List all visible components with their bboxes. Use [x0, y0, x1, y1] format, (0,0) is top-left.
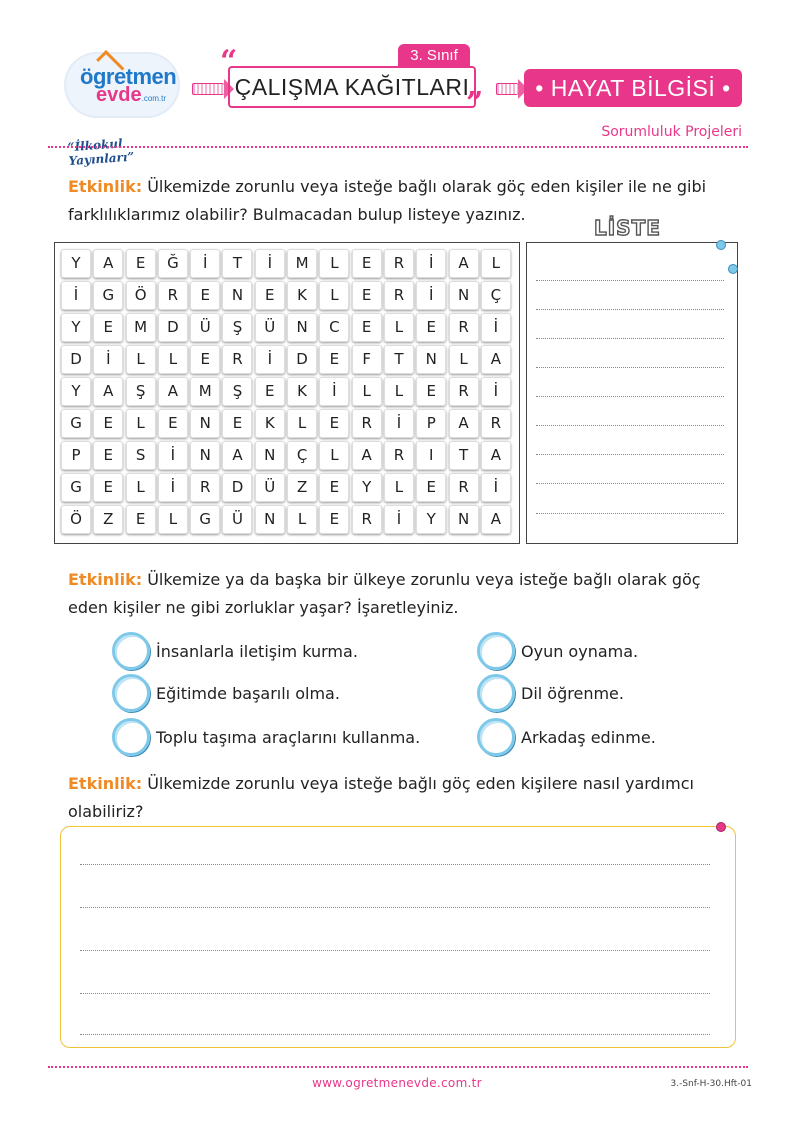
logo-text-primary: ögretmen — [80, 64, 177, 89]
letter-cell[interactable]: E — [352, 249, 382, 278]
checkbox-bubble[interactable] — [112, 674, 150, 712]
letter-cell[interactable]: G — [61, 409, 91, 438]
letter-cell[interactable]: R — [384, 441, 414, 470]
letter-cell[interactable]: D — [222, 473, 252, 502]
logo-tagline: “İlkokul Yayınları” — [67, 136, 135, 169]
publisher-logo — [58, 40, 188, 169]
letter-cell[interactable]: İ — [319, 377, 349, 406]
right-arrow-icon — [192, 83, 224, 95]
letter-cell[interactable]: R — [222, 345, 252, 374]
letter-cell[interactable]: E — [190, 345, 220, 374]
letter-cell[interactable]: G — [93, 281, 123, 310]
letter-cell[interactable]: L — [384, 473, 414, 502]
option-language[interactable] — [477, 674, 624, 712]
letter-cell[interactable]: L — [287, 409, 317, 438]
letter-cell[interactable]: P — [61, 441, 91, 470]
activity3-label: Etkinlik: — [68, 774, 143, 793]
letter-cell[interactable]: E — [416, 473, 446, 502]
letter-cell[interactable]: S — [126, 441, 156, 470]
letter-cell[interactable]: İ — [158, 473, 188, 502]
footer-website-link[interactable]: www.ogretmenevde.com.tr — [312, 1076, 482, 1090]
grade-badge: 3. Sınıf — [398, 44, 470, 68]
answer-write-line[interactable] — [80, 950, 710, 951]
letter-cell[interactable]: E — [93, 409, 123, 438]
open-quote-icon: “ — [220, 44, 238, 79]
list-write-line[interactable] — [536, 338, 724, 339]
letter-cell[interactable]: E — [93, 441, 123, 470]
letter-cell[interactable]: İ — [255, 345, 285, 374]
activity2-text: Ülkemize ya da başka bir ülkeye zorunlu veya isteğe bağlı olarak göç eden kişiler ne gibi zorluklar yaşar? İşaretleyiniz. — [68, 570, 701, 617]
letter-cell[interactable]: M — [287, 249, 317, 278]
list-write-line[interactable] — [536, 396, 724, 397]
letter-cell[interactable]: E — [416, 313, 446, 342]
letter-cell[interactable]: L — [126, 345, 156, 374]
letter-cell[interactable]: L — [481, 249, 511, 278]
letter-cell[interactable]: R — [158, 281, 188, 310]
letter-cell[interactable]: A — [481, 441, 511, 470]
letter-cell[interactable]: Y — [61, 377, 91, 406]
activity2-label: Etkinlik: — [68, 570, 143, 589]
letter-cell[interactable]: E — [126, 505, 156, 534]
letter-cell[interactable]: P — [416, 409, 446, 438]
activity2-prompt — [68, 566, 728, 622]
letter-cell[interactable]: Ö — [126, 281, 156, 310]
letter-cell[interactable]: İ — [190, 249, 220, 278]
answer-write-line[interactable] — [80, 907, 710, 908]
letter-cell[interactable]: N — [190, 409, 220, 438]
checkbox-bubble[interactable] — [477, 674, 515, 712]
letter-cell[interactable]: Ş — [222, 377, 252, 406]
letter-cell[interactable]: L — [449, 345, 479, 374]
letter-cell[interactable]: Ü — [222, 505, 252, 534]
letter-cell[interactable]: E — [126, 249, 156, 278]
option-label: Oyun oynama. — [521, 641, 639, 661]
list-write-line[interactable] — [536, 280, 724, 281]
letter-cell[interactable]: L — [384, 377, 414, 406]
letter-cell[interactable]: R — [352, 505, 382, 534]
letter-cell[interactable]: A — [158, 377, 188, 406]
letter-cell[interactable]: N — [255, 505, 285, 534]
list-write-line[interactable] — [536, 513, 724, 514]
letter-cell[interactable]: E — [319, 505, 349, 534]
letter-cell[interactable]: İ — [481, 313, 511, 342]
letter-cell[interactable]: G — [190, 505, 220, 534]
letter-cell[interactable]: D — [61, 345, 91, 374]
letter-cell[interactable]: L — [319, 441, 349, 470]
letter-cell[interactable]: L — [158, 345, 188, 374]
letter-cell[interactable]: A — [449, 409, 479, 438]
letter-cell[interactable]: D — [158, 313, 188, 342]
letter-cell[interactable]: C — [319, 313, 349, 342]
list-write-line[interactable] — [536, 483, 724, 484]
option-label: Eğitimde başarılı olma. — [156, 683, 340, 703]
answer-box — [60, 826, 736, 1048]
letter-cell[interactable]: A — [449, 249, 479, 278]
checkbox-bubble[interactable] — [112, 632, 150, 670]
letter-cell[interactable]: A — [93, 377, 123, 406]
letter-cell[interactable]: K — [287, 281, 317, 310]
letter-cell[interactable]: R — [384, 281, 414, 310]
option-communication[interactable] — [112, 632, 358, 670]
letter-cell[interactable]: Y — [416, 505, 446, 534]
answer-write-line[interactable] — [80, 1034, 710, 1035]
letter-cell[interactable]: N — [222, 281, 252, 310]
letter-cell[interactable]: R — [352, 409, 382, 438]
letter-cell[interactable]: F — [352, 345, 382, 374]
activity1-label: Etkinlik: — [68, 177, 143, 196]
letter-cell[interactable]: E — [93, 473, 123, 502]
logo-domain: .com.tr — [141, 94, 167, 103]
letter-cell[interactable]: İ — [93, 345, 123, 374]
answer-write-line[interactable] — [80, 993, 710, 994]
letter-cell[interactable]: N — [449, 505, 479, 534]
answer-list-box — [526, 242, 738, 544]
letter-cell[interactable]: İ — [384, 409, 414, 438]
letter-cell[interactable]: Ö — [61, 505, 91, 534]
letter-cell[interactable]: E — [352, 281, 382, 310]
list-title: LİSTE — [594, 216, 661, 240]
letter-cell[interactable]: L — [126, 473, 156, 502]
subject-badge: • HAYAT BİLGİSİ • — [524, 69, 742, 107]
letter-cell[interactable]: İ — [255, 249, 285, 278]
letter-cell[interactable]: E — [319, 409, 349, 438]
letter-cell[interactable]: R — [190, 473, 220, 502]
letter-cell[interactable]: R — [449, 473, 479, 502]
letter-cell[interactable]: E — [190, 281, 220, 310]
letter-cell[interactable]: R — [449, 377, 479, 406]
close-quote-icon: ” — [466, 86, 484, 121]
answer-write-line[interactable] — [80, 864, 710, 865]
header-divider — [48, 146, 748, 148]
document-code: 3.-Snf-H-30.Hft-01 — [670, 1079, 752, 1089]
option-public-transport[interactable] — [112, 718, 420, 756]
letter-cell[interactable]: L — [158, 505, 188, 534]
right-arrow-icon — [496, 83, 518, 95]
letter-cell[interactable]: Ü — [255, 313, 285, 342]
letter-cell[interactable]: N — [190, 441, 220, 470]
letter-cell[interactable]: Ğ — [158, 249, 188, 278]
letter-cell[interactable]: R — [384, 249, 414, 278]
letter-cell[interactable]: A — [481, 345, 511, 374]
letter-cell[interactable]: İ — [61, 281, 91, 310]
letter-cell[interactable]: A — [481, 505, 511, 534]
letter-cell[interactable]: Y — [61, 249, 91, 278]
letter-cell[interactable]: E — [319, 345, 349, 374]
pin-icon — [716, 240, 726, 250]
letter-cell[interactable]: L — [384, 313, 414, 342]
pin-icon — [728, 264, 738, 274]
letter-cell[interactable]: Ç — [481, 281, 511, 310]
letter-cell[interactable]: E — [319, 473, 349, 502]
letter-cell[interactable]: A — [222, 441, 252, 470]
word-search-puzzle — [54, 242, 520, 544]
letter-cell[interactable]: A — [352, 441, 382, 470]
letter-cell[interactable]: N — [449, 281, 479, 310]
letter-cell[interactable]: Ü — [255, 473, 285, 502]
letter-cell[interactable]: L — [352, 377, 382, 406]
letter-cell[interactable]: Ş — [222, 313, 252, 342]
letter-cell[interactable]: T — [384, 345, 414, 374]
logo-text-secondary — [96, 84, 166, 107]
letter-cell[interactable]: Y — [61, 313, 91, 342]
letter-cell[interactable]: N — [255, 441, 285, 470]
unit-subtitle: Sorumluluk Projeleri — [601, 124, 742, 140]
letter-cell[interactable]: E — [158, 409, 188, 438]
letter-cell[interactable]: T — [449, 441, 479, 470]
checkbox-bubble[interactable] — [477, 718, 515, 756]
footer-divider — [48, 1066, 748, 1068]
letter-cell[interactable]: I — [416, 441, 446, 470]
letter-cell[interactable]: D — [287, 345, 317, 374]
letter-cell[interactable]: L — [287, 505, 317, 534]
letter-cell[interactable]: K — [255, 409, 285, 438]
list-write-line[interactable] — [536, 454, 724, 455]
letter-cell[interactable]: L — [319, 281, 349, 310]
page-title: ÇALIŞMA KAĞITLARI — [228, 66, 476, 108]
list-write-line[interactable] — [536, 425, 724, 426]
letter-cell[interactable]: K — [287, 377, 317, 406]
letter-cell[interactable]: Ş — [126, 377, 156, 406]
letter-cell[interactable]: E — [352, 313, 382, 342]
letter-cell[interactable]: İ — [481, 473, 511, 502]
letter-cell[interactable]: L — [126, 409, 156, 438]
word-search-grid — [61, 249, 513, 534]
activity1-text: Ülkemizde zorunlu veya isteğe bağlı olarak göç eden kişiler ile ne gibi farklılıklarımız olabilir? Bulmacadan bulup listeye yazınız. — [68, 177, 707, 224]
checkbox-bubble[interactable] — [477, 632, 515, 670]
logo-text-evde: evde — [96, 84, 142, 106]
letter-cell[interactable]: M — [126, 313, 156, 342]
letter-cell[interactable]: E — [93, 313, 123, 342]
letter-cell[interactable]: R — [481, 409, 511, 438]
letter-cell[interactable]: Ü — [190, 313, 220, 342]
option-label: Dil öğrenme. — [521, 683, 624, 703]
letter-cell[interactable]: N — [416, 345, 446, 374]
activity3-text: Ülkemizde zorunlu veya isteğe bağlı göç eden kişilere nasıl yardımcı olabiliriz? — [68, 774, 694, 821]
option-education[interactable] — [112, 674, 340, 712]
letter-cell[interactable]: İ — [481, 377, 511, 406]
letter-cell[interactable]: Y — [352, 473, 382, 502]
option-label: Toplu taşıma araçlarını kullanma. — [156, 727, 421, 747]
letter-cell[interactable]: G — [61, 473, 91, 502]
letter-cell[interactable]: E — [255, 281, 285, 310]
letter-cell[interactable]: İ — [416, 281, 446, 310]
letter-cell[interactable]: Ç — [287, 441, 317, 470]
letter-cell[interactable]: M — [190, 377, 220, 406]
pin-icon — [716, 822, 726, 832]
option-label: İnsanlarla iletişim kurma. — [156, 641, 358, 661]
letter-cell[interactable]: E — [255, 377, 285, 406]
letter-cell[interactable]: E — [222, 409, 252, 438]
letter-cell[interactable]: R — [449, 313, 479, 342]
checkbox-bubble[interactable] — [112, 718, 150, 756]
letter-cell[interactable]: Z — [93, 505, 123, 534]
letter-cell[interactable]: İ — [384, 505, 414, 534]
letter-cell[interactable]: A — [93, 249, 123, 278]
letter-cell[interactable]: İ — [416, 249, 446, 278]
option-playing-games[interactable] — [477, 632, 638, 670]
letter-cell[interactable]: Z — [287, 473, 317, 502]
letter-cell[interactable]: E — [416, 377, 446, 406]
letter-cell[interactable]: N — [287, 313, 317, 342]
option-label: Arkadaş edinme. — [521, 727, 656, 747]
option-making-friends[interactable] — [477, 718, 656, 756]
list-write-line[interactable] — [536, 367, 724, 368]
letter-cell[interactable]: İ — [158, 441, 188, 470]
activity3-prompt — [68, 770, 728, 826]
list-write-line[interactable] — [536, 309, 724, 310]
letter-cell[interactable]: T — [222, 249, 252, 278]
letter-cell[interactable]: L — [319, 249, 349, 278]
